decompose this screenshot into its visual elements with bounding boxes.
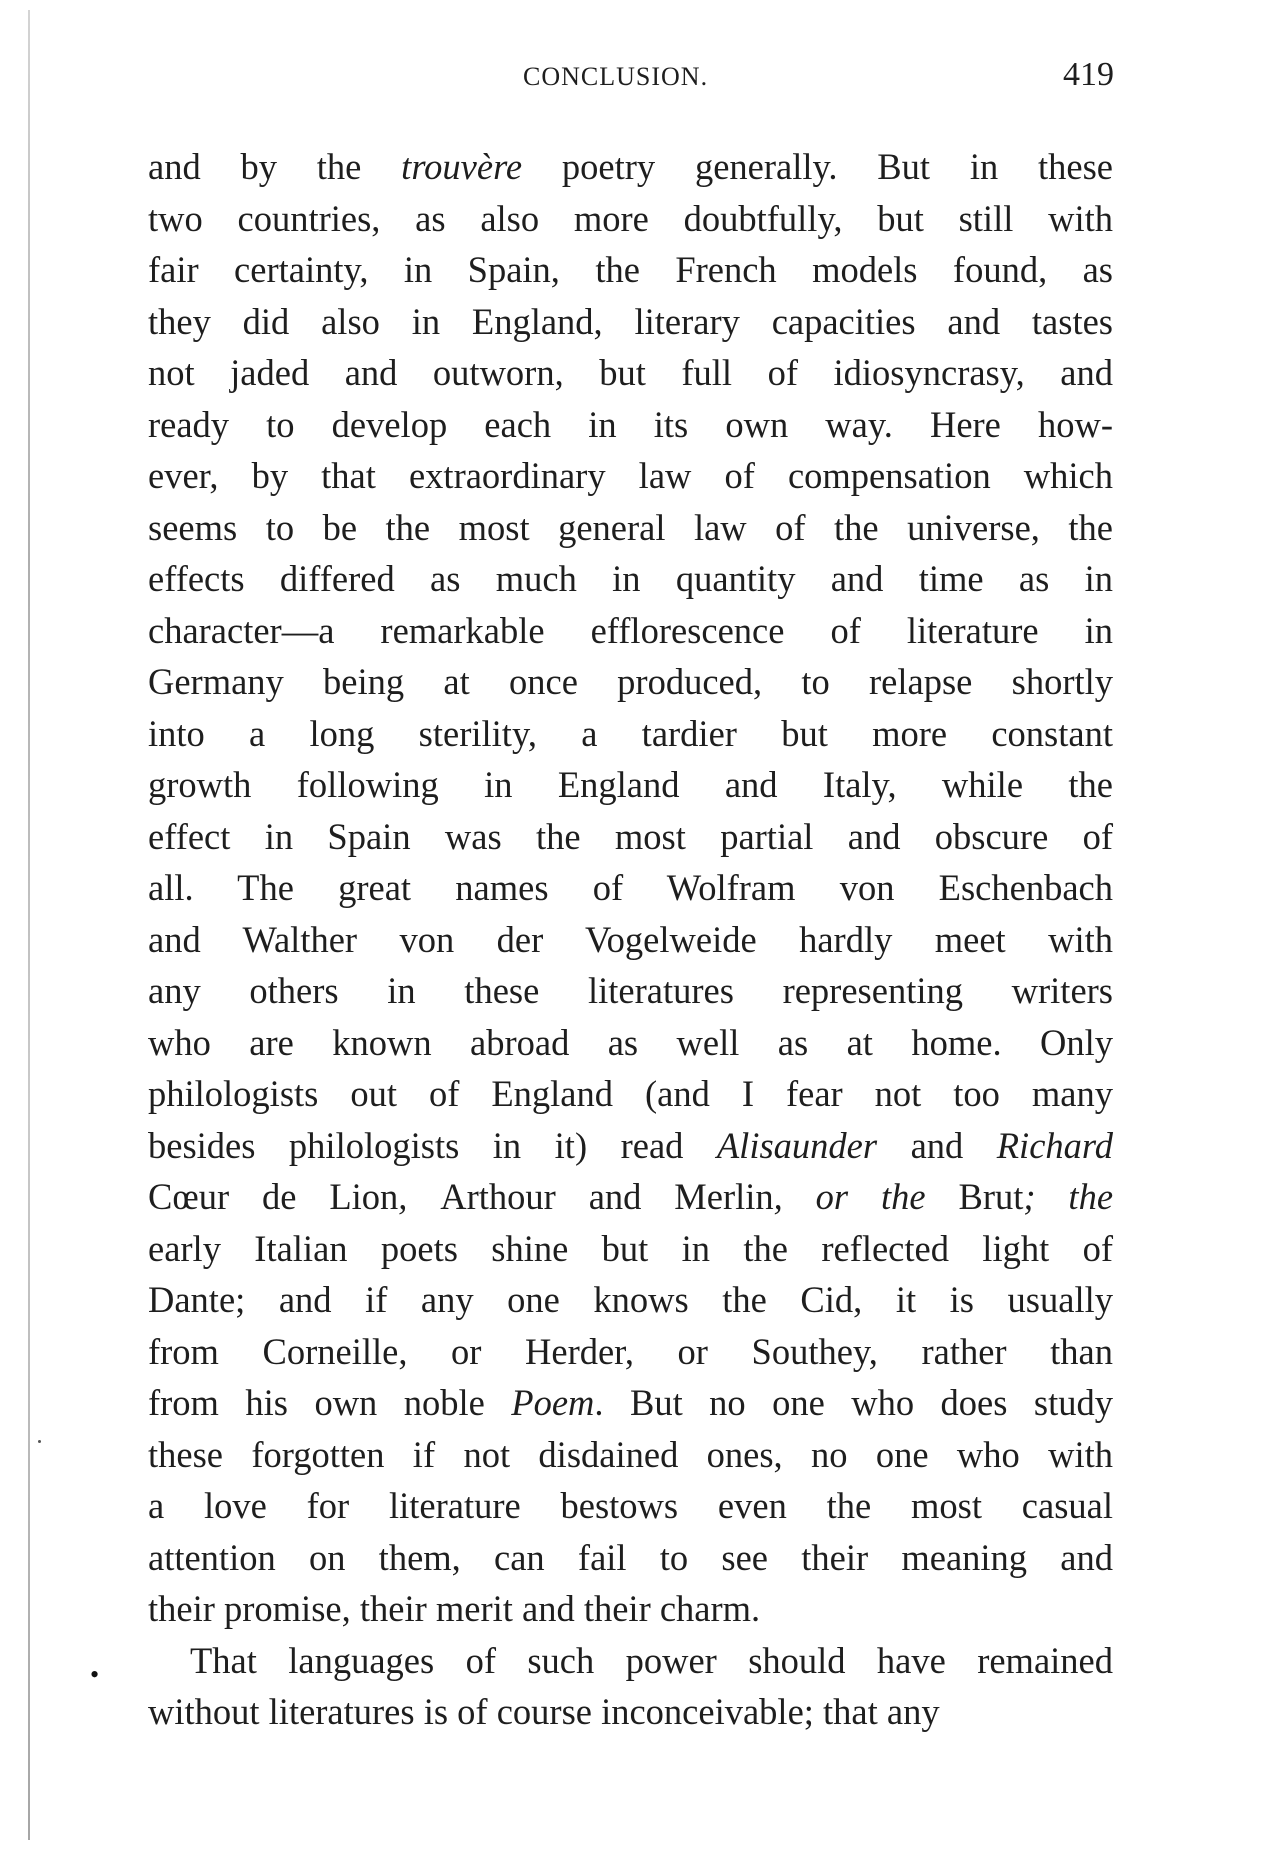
text-line: character—a remarkable efflorescence of literature in [148, 609, 1113, 651]
text-line: attention on them, can fail to see their meaning and [148, 1536, 1113, 1578]
text-line: early Italian poets shine but in the reflected light of [148, 1227, 1113, 1269]
text-line: without literatures is of course inconceivable; that any [148, 1691, 940, 1732]
text-line: and Walther von der Vogelweide hardly meet with [148, 918, 1113, 960]
text-line: any others in these literatures representing writers [148, 970, 1113, 1011]
text-line: all. The great names of Wolfram von Eschenbach [148, 867, 1113, 908]
text-line: from Corneille, or Herder, or Southey, rather than [148, 1330, 1113, 1372]
page-number: 419 [1063, 56, 1114, 93]
text-line: and by the trouvère poetry generally. But in these [148, 146, 1113, 187]
text-line: not jaded and outworn, but full of idiosyncrasy, and [148, 352, 1113, 393]
text-line: into a long sterility, a tardier but more constant [148, 712, 1113, 754]
text-line: That languages of such power should have remained [190, 1639, 1113, 1681]
paragraph [148, 141, 1113, 1635]
body-text [148, 141, 1113, 1738]
text-line: who are known abroad as well as at home. Only [148, 1021, 1113, 1063]
text-line: from his own noble Poem. But no one who does study [148, 1382, 1114, 1423]
text-line: a love for literature bestows even the most casual [148, 1485, 1113, 1526]
text-line: Cœur de Lion, Arthour and Merlin, or the Brut; the [148, 1176, 1114, 1217]
text-line: these forgotten if not disdained ones, no one who with [148, 1433, 1113, 1475]
text-line: ready to develop each in its own way. Here how- [148, 403, 1113, 445]
text-line: growth following in England and Italy, while the [148, 764, 1113, 805]
text-line: Dante; and if any one knows the Cid, it is usually [148, 1279, 1113, 1320]
margin-mark: • [90, 1660, 100, 1689]
paragraph [148, 1635, 1113, 1738]
text-line: philologists out of England (and I fear not too many [148, 1073, 1113, 1114]
text-line: besides philologists in it) read Alisaunder and Richard [148, 1124, 1114, 1166]
page-binding-edge [28, 10, 30, 1840]
text-line: ever, by that extraordinary law of compensation which [148, 455, 1113, 496]
text-line: effect in Spain was the most partial and obscure of [148, 815, 1113, 857]
text-line: their promise, their merit and their charm. [148, 1588, 761, 1629]
text-line: fair certainty, in Spain, the French models found, as [148, 249, 1113, 290]
text-line: seems to be the most general law of the universe, the [148, 506, 1113, 548]
text-line: effects differed as much in quantity and time as in [148, 558, 1113, 599]
running-title: CONCLUSION. [523, 62, 709, 91]
margin-speck [38, 1440, 41, 1443]
text-line: Germany being at once produced, to relapse shortly [148, 661, 1113, 702]
text-line: two countries, as also more doubtfully, but still with [148, 197, 1113, 239]
text-line: they did also in England, literary capacities and tastes [148, 300, 1113, 342]
running-head [0, 56, 1270, 96]
